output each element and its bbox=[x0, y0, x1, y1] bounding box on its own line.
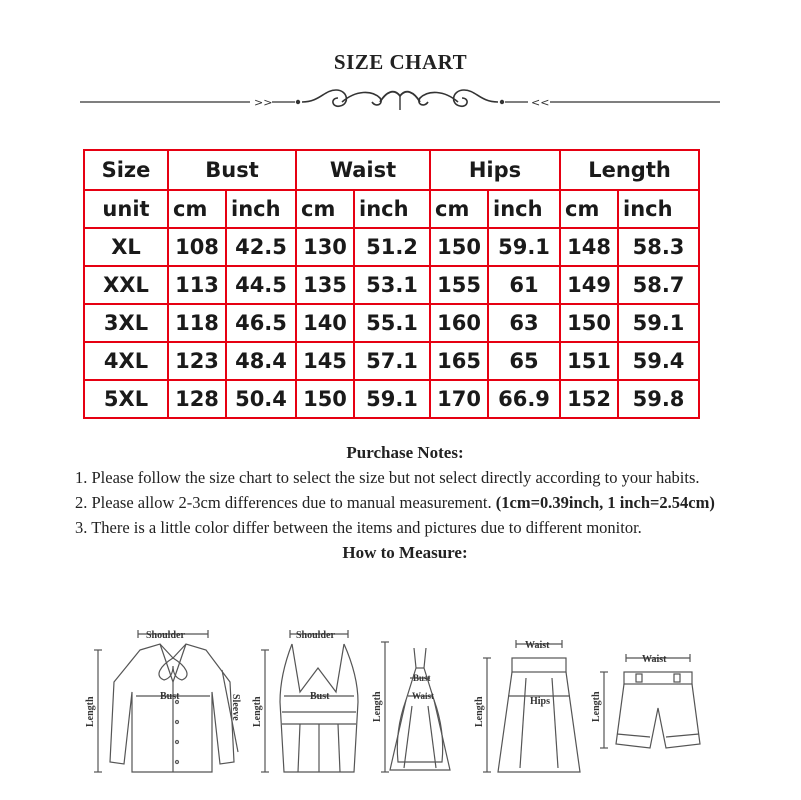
table-cell: 51.2 bbox=[354, 228, 430, 266]
table-cell: 170 bbox=[430, 380, 488, 418]
table-cell: 59.8 bbox=[618, 380, 699, 418]
note-3: 3. There is a little color differ between the items and pictures due to different monitor. bbox=[75, 518, 642, 537]
table-cell: 5XL bbox=[84, 380, 168, 418]
label-shoulder: Shoulder bbox=[296, 630, 335, 641]
table-cell: 145 bbox=[296, 342, 354, 380]
table-row bbox=[84, 304, 699, 342]
table-cell: 59.1 bbox=[618, 304, 699, 342]
table-row bbox=[84, 380, 699, 418]
note-1: 1. Please follow the size chart to select the size but not select directly according to your habits. bbox=[75, 468, 700, 487]
table-units-row bbox=[84, 190, 699, 228]
table-cell: 44.5 bbox=[226, 266, 296, 304]
purchase-notes bbox=[75, 440, 735, 565]
table-cell: 128 bbox=[168, 380, 226, 418]
label-sleeve: Sleeve bbox=[230, 694, 241, 721]
label-length: Length bbox=[591, 691, 602, 722]
purchase-notes-heading: Purchase Notes: bbox=[346, 443, 464, 462]
units-cell: inch bbox=[226, 190, 296, 228]
units-cell: cm bbox=[430, 190, 488, 228]
table-cell: 155 bbox=[430, 266, 488, 304]
header-cell-hips: Hips bbox=[430, 150, 560, 190]
table-cell: 65 bbox=[488, 342, 560, 380]
table-cell: 4XL bbox=[84, 342, 168, 380]
table-cell: 118 bbox=[168, 304, 226, 342]
table-cell: 130 bbox=[296, 228, 354, 266]
header-cell-length: Length bbox=[560, 150, 699, 190]
svg-text:<<: << bbox=[531, 96, 550, 109]
header-cell-waist: Waist bbox=[296, 150, 430, 190]
label-bust: Bust bbox=[413, 673, 431, 683]
label-waist: Waist bbox=[525, 640, 550, 651]
table-cell: 150 bbox=[296, 380, 354, 418]
table-cell: XL bbox=[84, 228, 168, 266]
table-cell: 46.5 bbox=[226, 304, 296, 342]
table-cell: 165 bbox=[430, 342, 488, 380]
table-cell: 150 bbox=[560, 304, 618, 342]
table-cell: 108 bbox=[168, 228, 226, 266]
label-bust: Bust bbox=[310, 691, 330, 702]
header-cell-size: Size bbox=[84, 150, 168, 190]
table-cell: 148 bbox=[560, 228, 618, 266]
table-cell: 58.3 bbox=[618, 228, 699, 266]
table-cell: 63 bbox=[488, 304, 560, 342]
table-cell: 50.4 bbox=[226, 380, 296, 418]
table-cell: 59.1 bbox=[488, 228, 560, 266]
table-cell: XXL bbox=[84, 266, 168, 304]
units-cell: inch bbox=[354, 190, 430, 228]
svg-text:>>: >> bbox=[254, 96, 273, 109]
table-cell: 42.5 bbox=[226, 228, 296, 266]
table-cell: 59.4 bbox=[618, 342, 699, 380]
table-cell: 58.7 bbox=[618, 266, 699, 304]
table-cell: 55.1 bbox=[354, 304, 430, 342]
table-cell: 113 bbox=[168, 266, 226, 304]
table-cell: 61 bbox=[488, 266, 560, 304]
units-cell: inch bbox=[618, 190, 699, 228]
table-row bbox=[84, 266, 699, 304]
size-table bbox=[83, 149, 700, 419]
units-cell: inch bbox=[488, 190, 560, 228]
size-chart-title: SIZE CHART bbox=[333, 50, 468, 74]
label-waist: Waist bbox=[412, 691, 435, 701]
table-cell: 59.1 bbox=[354, 380, 430, 418]
note-2 bbox=[75, 490, 735, 515]
units-cell: cm bbox=[560, 190, 618, 228]
table-cell: 48.4 bbox=[226, 342, 296, 380]
label-length: Length bbox=[252, 696, 263, 727]
units-cell: cm bbox=[296, 190, 354, 228]
table-cell: 149 bbox=[560, 266, 618, 304]
table-cell: 3XL bbox=[84, 304, 168, 342]
measurement-diagrams bbox=[80, 622, 720, 792]
ornamental-divider bbox=[80, 82, 720, 122]
table-cell: 140 bbox=[296, 304, 354, 342]
table-cell: 123 bbox=[168, 342, 226, 380]
table-cell: 66.9 bbox=[488, 380, 560, 418]
label-length: Length bbox=[372, 691, 383, 722]
note-2-text: 2. Please allow 2-3cm differences due to manual measurement. bbox=[75, 493, 496, 512]
label-hips: Hips bbox=[530, 696, 551, 707]
label-length: Length bbox=[85, 696, 96, 727]
label-bust: Bust bbox=[160, 691, 180, 702]
table-cell: 150 bbox=[430, 228, 488, 266]
table-cell: 57.1 bbox=[354, 342, 430, 380]
dress-diagram bbox=[381, 642, 450, 772]
how-to-measure-heading: How to Measure: bbox=[342, 543, 468, 562]
note-2-conversion: (1cm=0.39inch, 1 inch=2.54cm) bbox=[495, 493, 715, 512]
label-length: Length bbox=[474, 696, 485, 727]
table-cell: 135 bbox=[296, 266, 354, 304]
table-cell: 151 bbox=[560, 342, 618, 380]
header-cell-bust: Bust bbox=[168, 150, 296, 190]
table-cell: 152 bbox=[560, 380, 618, 418]
label-shoulder: Shoulder bbox=[146, 630, 185, 641]
table-row bbox=[84, 228, 699, 266]
table-cell: 160 bbox=[430, 304, 488, 342]
units-cell: unit bbox=[84, 190, 168, 228]
table-row bbox=[84, 342, 699, 380]
table-cell: 53.1 bbox=[354, 266, 430, 304]
label-waist: Waist bbox=[642, 654, 667, 665]
table-header-row bbox=[84, 150, 699, 190]
units-cell: cm bbox=[168, 190, 226, 228]
shorts-diagram bbox=[600, 654, 700, 748]
